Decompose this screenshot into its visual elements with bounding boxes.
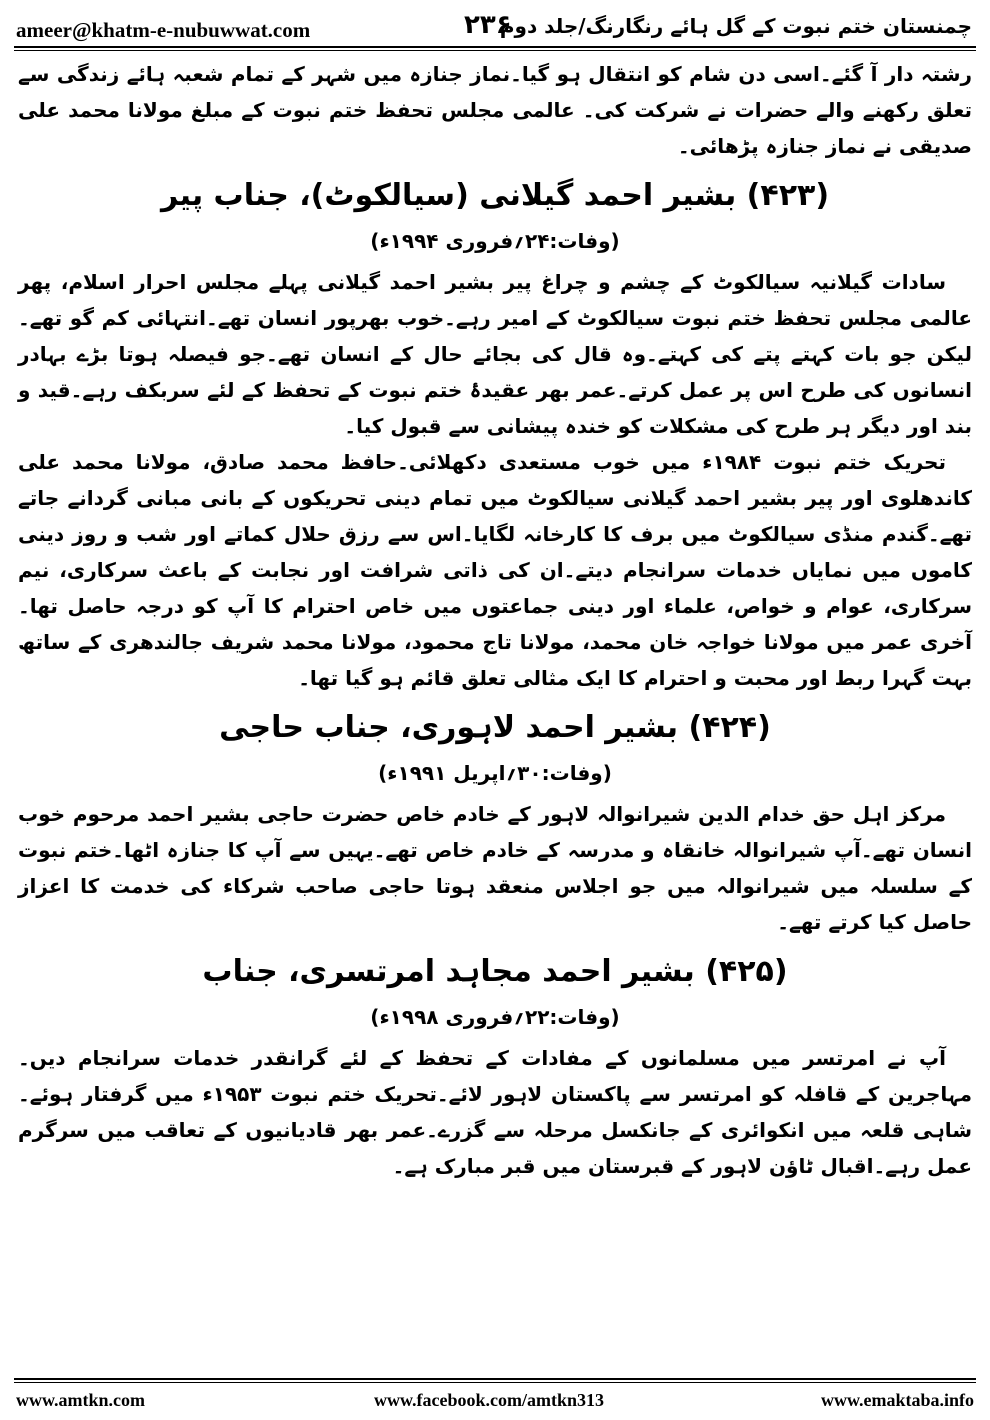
page-footer	[14, 1386, 976, 1416]
footer-rule	[14, 1378, 976, 1380]
section-heading-424: (۴۲۴) بشیر احمد لاہوری، جناب حاجی	[219, 710, 771, 745]
section-heading-425: (۴۲۵) بشیر احمد مجاہد امرتسری، جناب	[202, 954, 788, 989]
section-423-paragraph-1: سادات گیلانیہ سیالکوٹ کے چشم و چراغ پیر بشیر احمد گیلانی پہلے مجلس احرار اسلام، پھر عالمی مجلس تحفظ ختم نبوت سیالکوٹ کے امیر رہے۔خوب بھرپور انسان تھے۔انتہائی کم گو تھے۔لیکن جو بات کہتے پتے کی کہتے۔وہ قال کی بجائے حال کے انسان تھے۔جو فیصلہ ہوتا بڑے بہادر انسانوں کی طرح اس پر عمل کرتے۔عمر بھر عقیدۂ ختم نبوت کے تحفظ کے لئے سربکف رہے۔قید و بند اور دیگر ہر طرح کی مشکلات کو خندہ پیشانی سے قبول کیا۔	[18, 270, 972, 438]
page-header	[14, 8, 976, 48]
book-title: چمنستان ختم نبوت کے گل ہائے رنگارنگ/جلد دوم	[499, 14, 972, 38]
header-rule-thin	[14, 50, 976, 51]
footer-link-amtkn[interactable]: www.amtkn.com	[16, 1390, 145, 1410]
header-email: ameer@khatm-e-nubuwwat.com	[16, 18, 311, 42]
page-body	[18, 56, 972, 1184]
section-date-425: (وفات:۲۲؍فروری ۱۹۹۸ء)	[370, 1005, 620, 1029]
section-date-423: (وفات:۲۴؍فروری ۱۹۹۴ء)	[370, 229, 620, 253]
section-date-424: (وفات:۳۰؍اپریل ۱۹۹۱ء)	[378, 761, 612, 785]
header-rule	[14, 46, 976, 48]
footer-rule-thin	[14, 1382, 976, 1383]
footer-link-facebook[interactable]: www.facebook.com/amtkn313	[374, 1390, 604, 1410]
section-heading-423: (۴۲۳) بشیر احمد گیلانی (سیالکوٹ)، جناب پیر	[160, 178, 830, 213]
section-425-paragraph-1: آپ نے امرتسر میں مسلمانوں کے مفادات کے تحفظ کے لئے گرانقدر خدمات سرانجام دیں۔مہاجرین کے قافلہ کو امرتسر سے پاکستان لاہور لائے۔تحریک ختم نبوت ۱۹۵۳ء میں گرفتار ہوئے۔شاہی قلعہ میں انکوائری کے جانکسل مرحلہ سے گزرے۔عمر بھر قادیانیوں کے تعاقب میں سرگرم عمل رہے۔اقبال ٹاؤن لاہور کے قبرستان میں قبر مبارک ہے۔	[18, 1046, 972, 1178]
intro-paragraph: رشتہ دار آ گئے۔اسی دن شام کو انتقال ہو گیا۔نماز جنازہ میں شہر کے تمام شعبہ ہائے زندگی سے تعلق رکھنے والے حضرات نے شرکت کی۔ عالمی مجلس تحفظ ختم نبوت کے مبلغ مولانا محمد علی صدیقی نے نماز جنازہ پڑھائی۔	[18, 62, 972, 158]
page-number: ۲۳۶	[464, 10, 512, 40]
section-424-paragraph-1: مرکز اہل حق خدام الدین شیرانوالہ لاہور کے خادم خاص حضرت حاجی بشیر احمد مرحوم خوب انسان تھے۔آپ شیرانوالہ خانقاہ و مدرسہ کے خادم خاص تھے۔یہیں سے آپ کا جنازہ اٹھا۔ختم نبوت کے سلسلہ میں شیرانوالہ میں جو اجلاس منعقد ہوتا حاجی صاحب شرکاء کی خدمت کا اعزاز حاصل کیا کرتے تھے۔	[18, 802, 972, 934]
section-423-paragraph-2: تحریک ختم نبوت ۱۹۸۴ء میں خوب مستعدی دکھلائی۔حافظ محمد صادق، مولانا محمد علی کاندھلوی اور پیر بشیر احمد گیلانی سیالکوٹ میں تمام دینی تحریکوں کے بانی مبانی گردانے جاتے تھے۔گندم منڈی سیالکوٹ میں برف کا کارخانہ لگایا۔اس سے رزق حلال کماتے اور شب و روز دینی کاموں میں نمایاں خدمات سرانجام دیتے۔ان کی ذاتی شرافت اور نجابت کے باعث سرکاری، نیم سرکاری، عوام و خواص، علماء اور دینی جماعتوں میں خاص احترام کا آپ کو درجہ حاصل تھا۔آخری عمر میں مولانا خواجہ خان محمد، مولانا تاج محمود، مولانا محمد شریف جالندھری کے ساتھ بہت گہرا ربط اور محبت و احترام کا ایک مثالی تعلق قائم ہو گیا تھا۔	[18, 450, 972, 690]
footer-link-emaktaba[interactable]: www.emaktaba.info	[820, 1390, 974, 1410]
